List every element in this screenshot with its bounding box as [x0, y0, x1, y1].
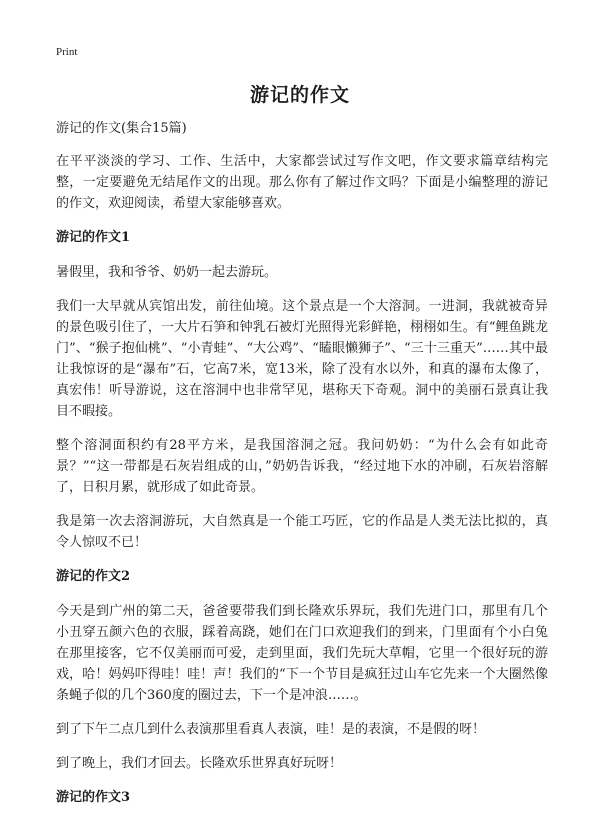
essay-2-paragraph-1: 今天是到广州的第二天，爸爸要带我们到长隆欢乐界玩，我们先进门口，那里有几个小丑穿五颜六色的衣服，踩着高跷，她们在门口欢迎我们的到来，门里面有个小白兔在那里接客，它不仅美丽而可爱，走到里面，我们先玩大草帽，它里一个很好玩的游戏，哈！妈妈吓得哇！哇！声！我们的“下一个节目是疯狂过山车它先来一个大圈然像条蝇子似的几个360度的圈过去，下一个是冲浪……。 [56, 604, 548, 703]
essay-1-paragraph-3: 整个溶洞面积约有28平方米，是我国溶洞之冠。我问奶奶：“为什么会有如此奇景？”“这一带都是石灰岩组成的山，”奶奶告诉我，“经过地下水的冲刷，石灰岩溶解了，日积月累，就形成了如此奇景。 [56, 438, 548, 495]
intro-paragraph: 在平平淡淡的学习、工作、生活中，大家都尝试过写作文吧，作文要求篇章结构完整，一定要避免无结尾作文的出现。那么你有了解过作文吗？下面是小编整理的游记的作文，欢迎阅读，希望大家能够喜欢。 [56, 154, 548, 211]
essay-2-heading: 游记的作文2 [56, 569, 131, 584]
print-label: Print [56, 46, 78, 58]
essay-2-paragraph-3: 到了晚上，我们才回去。长隆欢乐世界真好玩呀！ [56, 756, 343, 771]
essay-3-heading: 游记的作文3 [56, 790, 131, 805]
document-subtitle: 游记的作文(集合15篇) [56, 121, 187, 136]
page-title: 游记的作文 [249, 84, 350, 106]
essay-2-paragraph-2: 到了下午二点几到什么表演那里看真人表演，哇！是的表演，不是假的呀！ [56, 722, 486, 737]
essay-1-paragraph-4: 我是第一次去溶洞游玩，大自然真是一个能工巧匠，它的作品是人类无法比拟的，真令人惊叹不已！ [56, 514, 548, 550]
essay-1-paragraph-2: 我们一大早就从宾馆出发，前往仙境。这个景点是一个大溶洞。一进洞，我就被奇异的景色吸引住了，一大片石笋和钟乳石被灯光照得光彩鲜艳，栩栩如生。有“鲤鱼跳龙门”、“猴子抱仙桃”、“小青蛙”、“大公鸡”、“瞌眼懒狮子”、“三十三重天”……其中最让我惊讶的是“瀑布”石，它高7米，宽13米，除了没有水以外，和真的瀑布太像了，真宏伟！听导游说，这在溶洞中也非常罕见，堪称天下奇观。洞中的美丽石景真让我目不暇接。 [56, 299, 548, 419]
essay-1-paragraph-1: 暑假里，我和爷爷、奶奶一起去游玩。 [56, 265, 278, 280]
essay-1-heading: 游记的作文1 [56, 230, 131, 245]
document-body [56, 118, 548, 822]
